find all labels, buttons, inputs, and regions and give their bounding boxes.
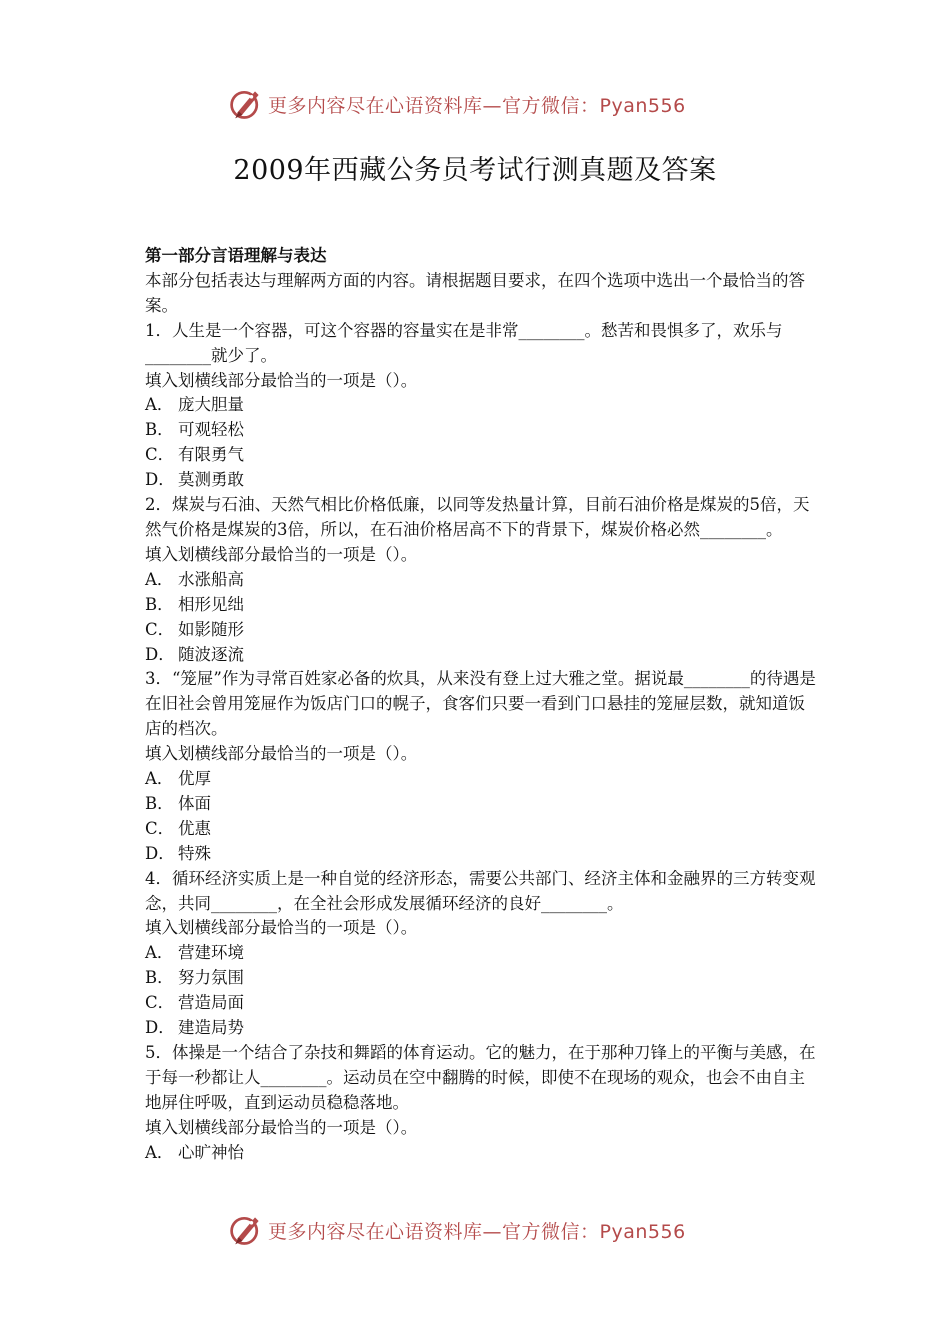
question-prompt: 填入划横线部分最恰当的一项是（）。	[145, 918, 418, 938]
question-prompt: 填入划横线部分最恰当的一项是（）。	[145, 370, 418, 390]
option-b	[145, 418, 817, 443]
option-letter: B．	[145, 793, 174, 813]
document-body	[145, 244, 817, 1166]
option-letter: A．	[145, 769, 174, 789]
option-d	[145, 643, 817, 668]
option-a	[145, 1141, 817, 1166]
pen-nib-logo-icon	[228, 86, 264, 122]
question-text: 4．循环经济实质上是一种自觉的经济形态，需要公共部门、经济主体和金融界的三方转变观念，共同________，在全社会形成发展循环经济的良好________。	[145, 868, 816, 913]
option-letter: A．	[145, 1142, 174, 1162]
option-text: 如影随形	[178, 619, 244, 639]
document-title: 2009年西藏公务员考试行测真题及答案	[233, 155, 717, 186]
option-letter: B．	[145, 594, 174, 614]
option-letter: D．	[145, 470, 175, 490]
pen-nib-logo-icon	[228, 1212, 264, 1248]
question-prompt: 填入划横线部分最恰当的一项是（）。	[145, 744, 418, 764]
option-letter: C．	[145, 619, 175, 639]
option-c	[145, 817, 817, 842]
option-text: 水涨船高	[178, 569, 244, 589]
option-text: 有限勇气	[178, 445, 244, 465]
option-letter: C．	[145, 818, 175, 838]
option-letter: D．	[145, 843, 175, 863]
header-banner	[228, 84, 728, 124]
question-text: 3．“笼屉”作为寻常百姓家必备的炊具，从来没有登上过大雅之堂。据说最________的待遇是在旧社会曾用笼屉作为饭店门口的幌子，食客们只要一看到门口悬挂的笼屉层数，就知道饭店的档次。	[145, 669, 816, 739]
banner-text: 更多内容尽在心语资料库—官方微信：Pyan556	[268, 94, 686, 117]
section-heading: 第一部分言语理解与表达	[145, 246, 327, 265]
option-d	[145, 468, 817, 493]
option-letter: A．	[145, 569, 174, 589]
question-text: 1．人生是一个容器，可这个容器的容量实在是非常________。愁苦和畏惧多了，欢乐与________就少了。	[145, 320, 783, 365]
option-text: 特殊	[178, 843, 211, 863]
question-4	[145, 867, 817, 1041]
question-3	[145, 667, 817, 866]
section-intro: 本部分包括表达与理解两方面的内容。请根据题目要求，在四个选项中选出一个最恰当的答案。	[145, 270, 805, 315]
question-text: 5．体操是一个结合了杂技和舞蹈的体育运动。它的魅力，在于那种刀锋上的平衡与美感，在于每一秒都让人________。运动员在空中翻腾的时候，即使不在现场的观众，也会不由自主地屏住呼吸，直到运动员稳稳落地。	[145, 1043, 816, 1112]
option-a	[145, 941, 817, 966]
option-text: 营造局面	[178, 993, 244, 1013]
option-c	[145, 618, 817, 643]
option-text: 相形见绌	[178, 594, 244, 614]
option-a	[145, 767, 817, 792]
option-text: 可观轻松	[178, 420, 244, 440]
option-text: 优厚	[178, 769, 211, 789]
option-letter: C．	[145, 445, 175, 465]
option-text: 心旷神怡	[178, 1142, 244, 1162]
option-c	[145, 991, 817, 1016]
option-c	[145, 443, 817, 468]
option-d	[145, 1016, 817, 1041]
option-text: 营建环境	[178, 943, 244, 963]
option-text: 庞大胆量	[178, 395, 244, 415]
option-b	[145, 792, 817, 817]
option-text: 体面	[178, 793, 211, 813]
option-letter: B．	[145, 420, 174, 440]
option-letter: D．	[145, 1018, 175, 1038]
question-prompt: 填入划横线部分最恰当的一项是（）。	[145, 1117, 418, 1137]
option-a	[145, 568, 817, 593]
option-letter: A．	[145, 943, 174, 963]
question-5	[145, 1041, 817, 1166]
option-letter: C．	[145, 993, 175, 1013]
option-text: 努力氛围	[178, 968, 244, 988]
footer-banner	[228, 1210, 728, 1250]
option-b	[145, 966, 817, 991]
option-text: 建造局势	[178, 1018, 244, 1038]
option-text: 莫测勇敢	[178, 470, 244, 490]
option-d	[145, 842, 817, 867]
question-prompt: 填入划横线部分最恰当的一项是（）。	[145, 544, 418, 564]
question-2	[145, 493, 817, 667]
banner-text: 更多内容尽在心语资料库—官方微信：Pyan556	[268, 1220, 686, 1243]
option-text: 优惠	[178, 818, 211, 838]
question-1	[145, 319, 817, 493]
option-letter: B．	[145, 968, 174, 988]
option-a	[145, 393, 817, 418]
option-letter: D．	[145, 644, 175, 664]
option-text: 随波逐流	[178, 644, 244, 664]
option-b	[145, 593, 817, 618]
question-text: 2．煤炭与石油、天然气相比价格低廉，以同等发热量计算，目前石油价格是煤炭的5倍，天然气价格是煤炭的3倍，所以，在石油价格居高不下的背景下，煤炭价格必然________。	[145, 495, 810, 539]
option-letter: A．	[145, 395, 174, 415]
